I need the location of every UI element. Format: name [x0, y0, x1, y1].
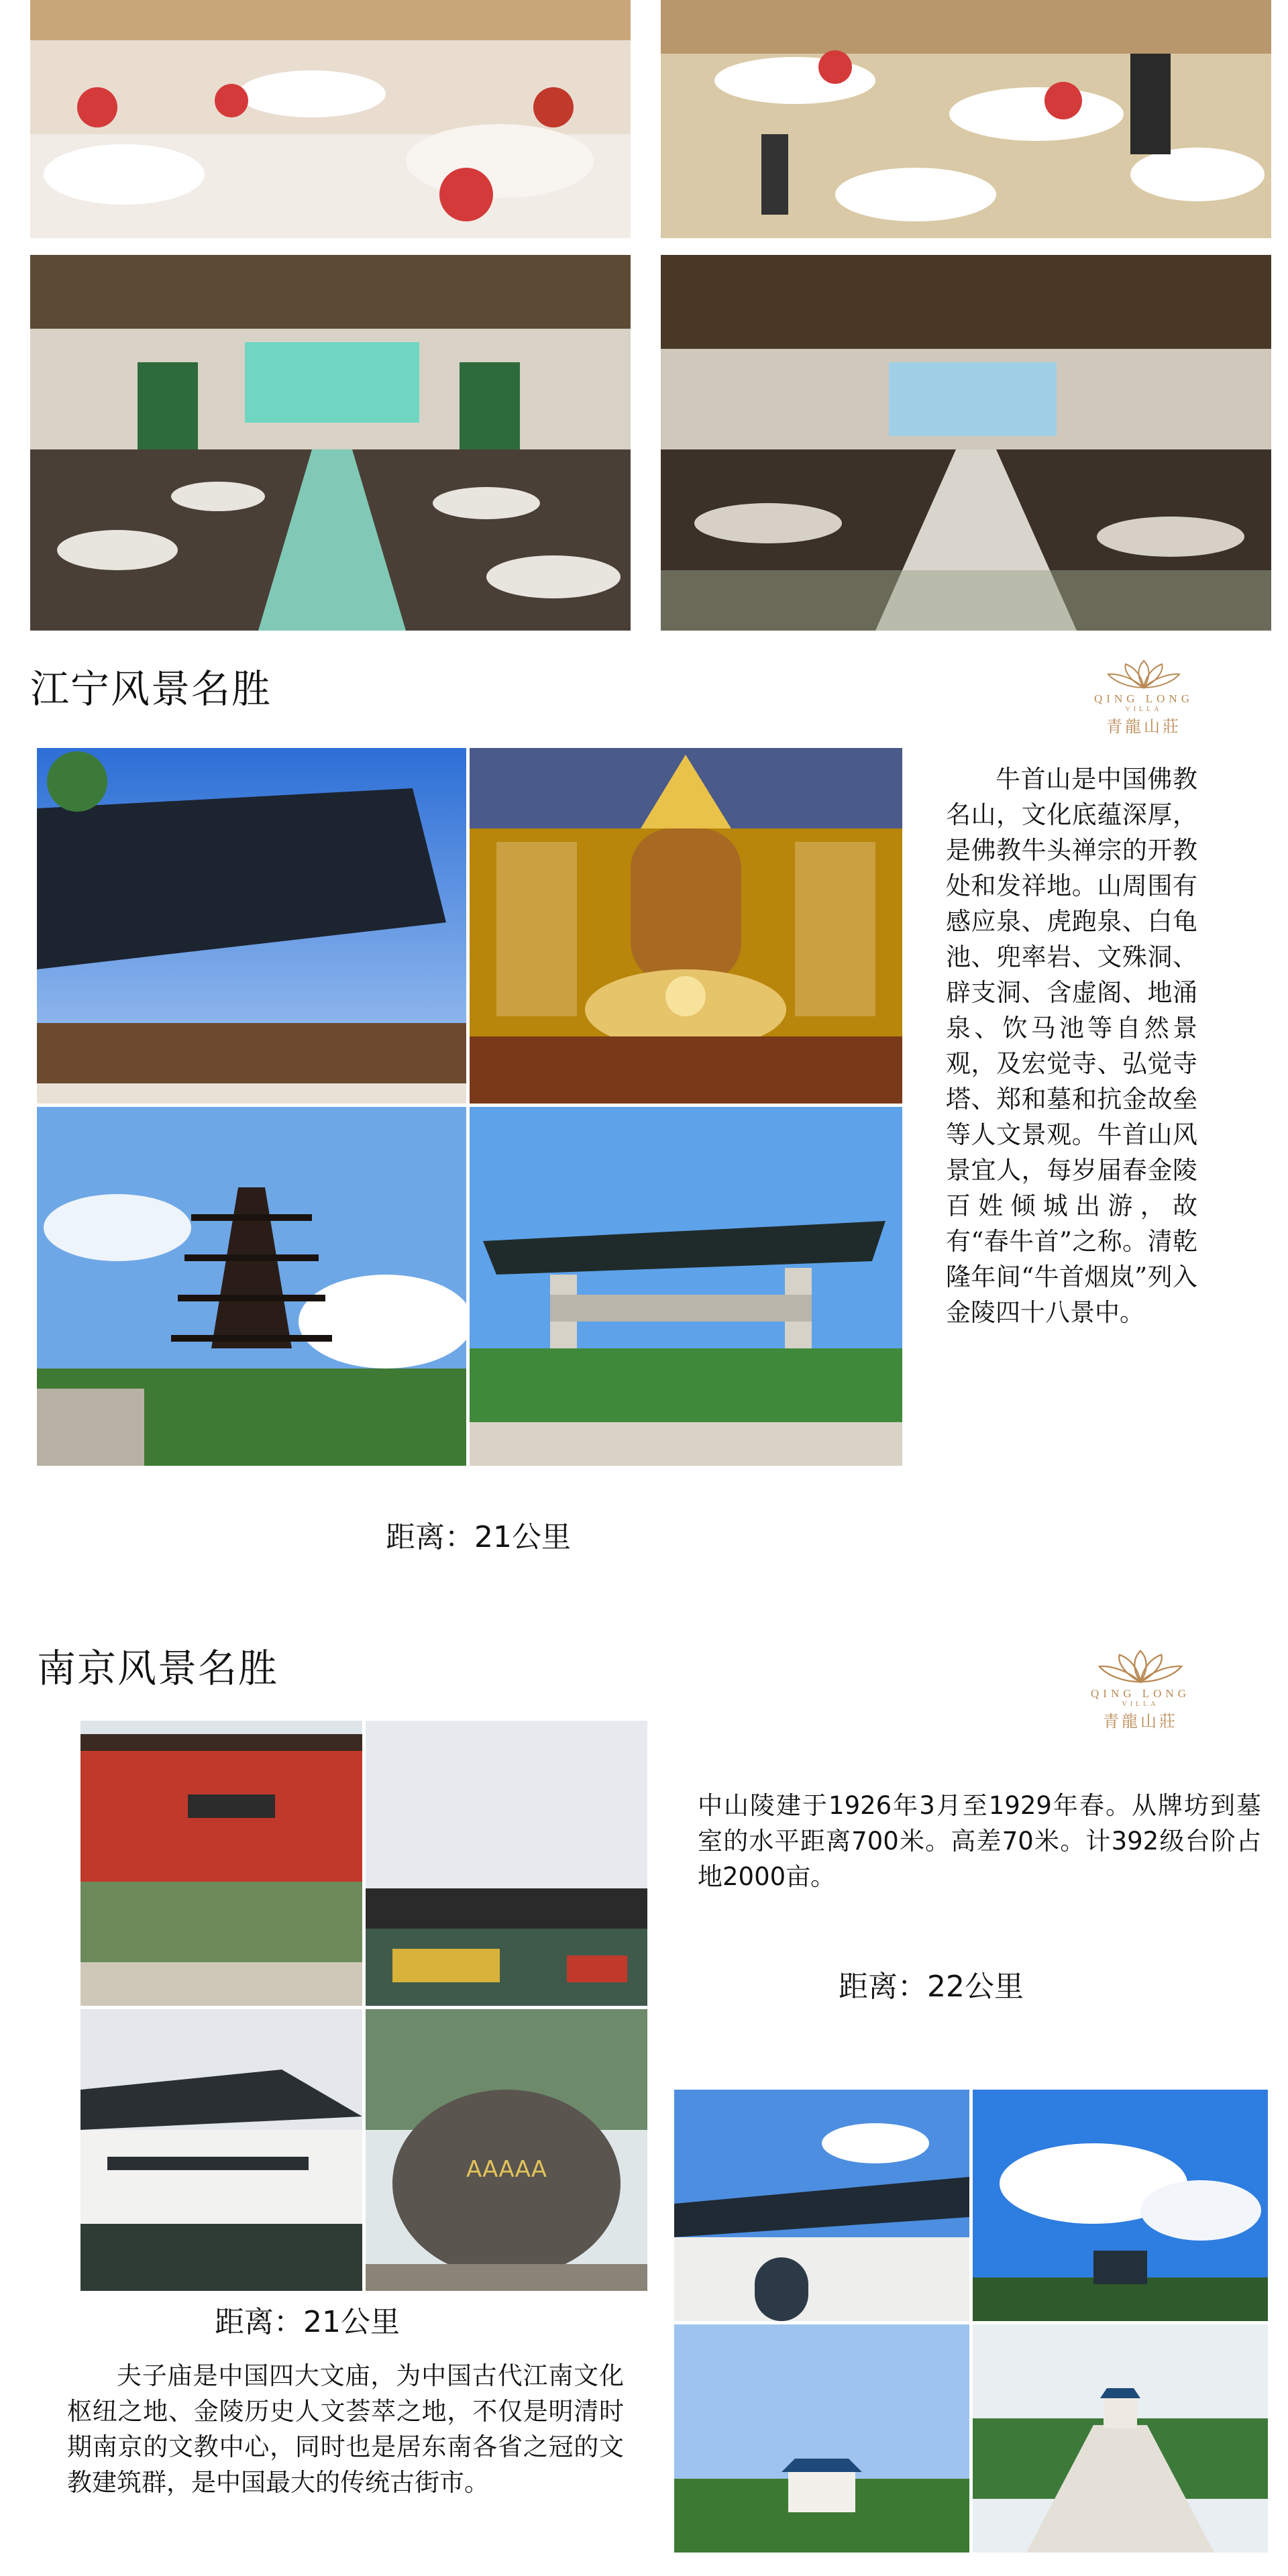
zhongshan-distance: 距离：22公里 [839, 1970, 1024, 2004]
svg-text:AAAAA: AAAAA [466, 2156, 547, 2183]
nanjing-section-title: 南京风景名胜 [37, 1646, 279, 1691]
jiangning-section-title: 江宁风景名胜 [30, 666, 272, 712]
niushou-photo-pagoda [37, 1107, 466, 1466]
banquet-photo-1 [30, 0, 631, 238]
niushou-photo-sign [37, 748, 466, 1104]
banquet-photo-3 [30, 255, 631, 631]
zhongshan-photo-gate [674, 2090, 969, 2321]
banquet-photo-2 [661, 0, 1271, 238]
qinglong-logo-2 [1053, 1647, 1228, 1734]
lotus-icon [1090, 1647, 1191, 1686]
logo-english: QING LONG [1091, 1687, 1190, 1700]
fuzimiao-photo-buildings [80, 2009, 362, 2291]
logo-chinese: 青龍山莊 [1103, 1712, 1178, 1731]
niushou-photo-gate [470, 1107, 902, 1466]
fuzimiao-distance: 距离：21公里 [215, 2305, 400, 2339]
zhongshan-photo-mausoleum [674, 2324, 969, 2553]
logo-english: QING LONG [1094, 692, 1193, 705]
jiangning-distance: 距离：21公里 [386, 1520, 571, 1554]
qinglong-logo [1057, 657, 1231, 745]
logo-villa: VILLA [1125, 706, 1163, 713]
banquet-photo-4 [661, 255, 1271, 631]
fuzimiao-photo-stone [366, 2009, 647, 2291]
logo-villa: VILLA [1122, 1701, 1159, 1708]
logo-chinese: 青龍山莊 [1106, 717, 1181, 736]
zhongshan-photo-hall [973, 2090, 1268, 2321]
zhongshan-description: 中山陵建于1926年3月至1929年春。从牌坊到墓室的水平距离700米。高差70米。计392级台阶占地2000亩。 [698, 1791, 1261, 1891]
fuzimiao-photo-river [366, 1721, 647, 2006]
niushou-description: 牛首山是中国佛教名山，文化底蕴深厚，是佛教牛头禅宗的开教处和发祥地。山周围有感应泉、虎跑泉、白龟池、兜率岩、文殊洞、辟支洞、含虚阁、地涌泉、饮马池等自然景观，及宏觉寺、弘觉寺塔、郑和墓和抗金故垒等人文景观。牛首山风景宜人，每岁届春金陵百姓倾城出游，故有“春牛首”之称。清乾隆年间“牛首烟岚”列入金陵四十八景中。 [946, 765, 1197, 1327]
lotus-icon [1100, 657, 1187, 691]
zhongshan-photo-steps [973, 2324, 1268, 2553]
niushou-photo-temple-interior [470, 748, 902, 1104]
fuzimiao-description: 夫子庙是中国四大文庙，为中国古代江南文化枢纽之地、金陵历史人文荟萃之地，不仅是明清时期南京的文教中心，同时也是居东南各省之冠的文教建筑群，是中国最大的传统古街市。 [67, 2361, 624, 2497]
fuzimiao-photo-gate [80, 1721, 362, 2006]
